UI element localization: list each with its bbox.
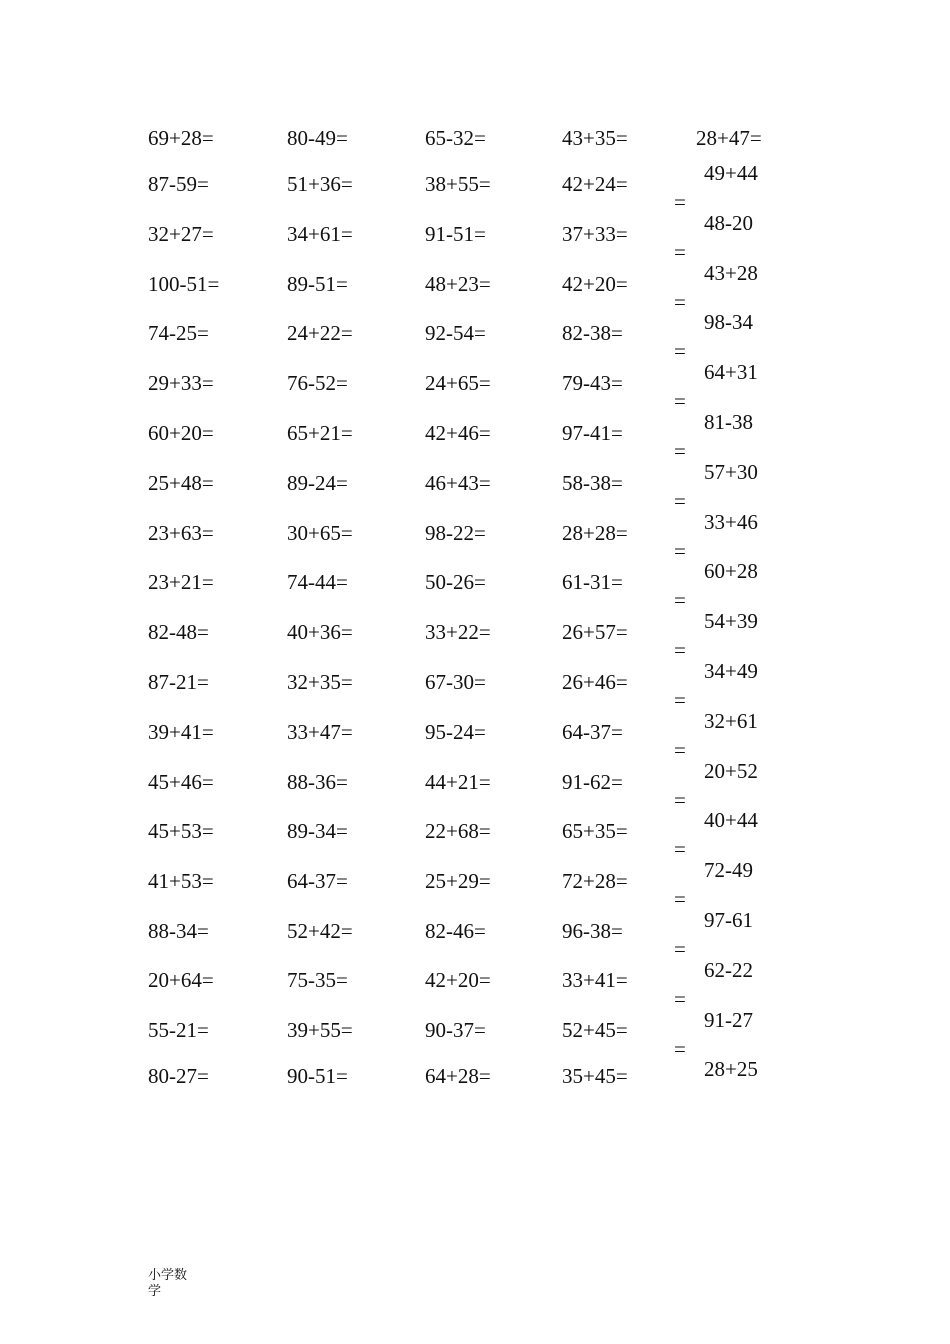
problem-r11-c2: 40+36= [287,620,353,644]
problem-r3-c1: 32+27= [148,222,214,246]
problem-r20-c1: 80-27= [148,1064,209,1088]
problem-r2-c2: 51+36= [287,172,353,196]
problem-r7-c4: 97-41= [562,421,623,445]
equals-sign: = [674,240,686,264]
problem-r2-c1: 87-59= [148,172,209,196]
problem-r12-c2: 32+35= [287,670,353,694]
problem-r7-c3: 42+46= [425,421,491,445]
problem-r6-c1: 29+33= [148,371,214,395]
problem-r17-c3: 82-46= [425,919,486,943]
problem-r3-c3: 91-51= [425,222,486,246]
problem-r8-c4: 58-38= [562,471,623,495]
problem-r12-c3: 67-30= [425,670,486,694]
problem-r18-c4: 33+41= [562,968,628,992]
problem-r4-c1: 100-51= [148,272,220,296]
equals-sign: = [674,439,686,463]
equals-sign: = [674,788,686,812]
problem-r13-c1: 39+41= [148,720,214,744]
problem-c5-item-15: 72-49 [704,858,753,882]
problem-r13-c2: 33+47= [287,720,353,744]
equals-sign: = [674,588,686,612]
equals-sign: = [674,738,686,762]
problem-r14-c3: 44+21= [425,770,491,794]
problem-r10-c2: 74-44= [287,570,348,594]
problem-r7-c2: 65+21= [287,421,353,445]
problem-c5-item-16: 97-61 [704,908,753,932]
problem-r10-c1: 23+21= [148,570,214,594]
problem-r17-c2: 52+42= [287,919,353,943]
problem-c5-item-5: 64+31 [704,360,758,384]
problem-r17-c4: 96-38= [562,919,623,943]
equals-sign: = [674,489,686,513]
problem-r10-c4: 61-31= [562,570,623,594]
equals-sign: = [674,638,686,662]
problem-r19-c3: 90-37= [425,1018,486,1042]
problem-c5-item-6: 81-38 [704,410,753,434]
problem-r14-c2: 88-36= [287,770,348,794]
problem-c5-item-14: 40+44 [704,808,758,832]
problem-r1-c2: 80-49= [287,126,348,150]
problem-r15-c2: 89-34= [287,819,348,843]
equals-sign: = [674,937,686,961]
problem-r5-c4: 82-38= [562,321,623,345]
problem-r14-c1: 45+46= [148,770,214,794]
problem-r11-c3: 33+22= [425,620,491,644]
problem-r3-c4: 37+33= [562,222,628,246]
problem-r6-c2: 76-52= [287,371,348,395]
problem-r4-c4: 42+20= [562,272,628,296]
equals-sign: = [674,539,686,563]
problem-c5-item-7: 57+30 [704,460,758,484]
problem-r8-c2: 89-24= [287,471,348,495]
problem-r2-c4: 42+24= [562,172,628,196]
problem-r15-c1: 45+53= [148,819,214,843]
problem-r18-c1: 20+64= [148,968,214,992]
problem-r12-c4: 26+46= [562,670,628,694]
problem-r8-c1: 25+48= [148,471,214,495]
problem-r13-c4: 64-37= [562,720,623,744]
problem-r15-c3: 22+68= [425,819,491,843]
problem-r9-c3: 98-22= [425,521,486,545]
problem-c5-item-2: 48-20 [704,211,753,235]
problem-r3-c2: 34+61= [287,222,353,246]
problem-r16-c3: 25+29= [425,869,491,893]
problem-r7-c1: 60+20= [148,421,214,445]
problem-r19-c2: 39+55= [287,1018,353,1042]
problem-r5-c1: 74-25= [148,321,209,345]
equals-sign: = [674,339,686,363]
equals-sign: = [674,688,686,712]
problem-r16-c2: 64-37= [287,869,348,893]
problem-c5-item-11: 34+49 [704,659,758,683]
problem-c5-item-19: 28+25 [704,1057,758,1081]
problem-r15-c4: 65+35= [562,819,628,843]
footer-label: 小学数学 [148,1268,188,1299]
problem-r17-c1: 88-34= [148,919,209,943]
problem-r5-c2: 24+22= [287,321,353,345]
problem-r6-c3: 24+65= [425,371,491,395]
equals-sign: = [674,290,686,314]
equals-sign: = [674,1037,686,1061]
equals-sign: = [674,190,686,214]
problem-c5-item-8: 33+46 [704,510,758,534]
problem-r16-c4: 72+28= [562,869,628,893]
problem-c5-item-13: 20+52 [704,759,758,783]
problem-r11-c4: 26+57= [562,620,628,644]
problem-r20-c2: 90-51= [287,1064,348,1088]
problem-r20-c4: 35+45= [562,1064,628,1088]
problem-r9-c4: 28+28= [562,521,628,545]
equals-sign: = [674,389,686,413]
problem-r19-c1: 55-21= [148,1018,209,1042]
problem-c5-item-12: 32+61 [704,709,758,733]
problem-r1-c3: 65-32= [425,126,486,150]
problem-r12-c1: 87-21= [148,670,209,694]
equals-sign: = [674,887,686,911]
problem-c5-item-1: 49+44 [704,161,758,185]
problem-c5-item-10: 54+39 [704,609,758,633]
problem-r19-c4: 52+45= [562,1018,628,1042]
problem-r9-c1: 23+63= [148,521,214,545]
problem-r13-c3: 95-24= [425,720,486,744]
problem-r9-c2: 30+65= [287,521,353,545]
problem-r1-c1: 69+28= [148,126,214,150]
problem-c5-item-17: 62-22 [704,958,753,982]
problem-r14-c4: 91-62= [562,770,623,794]
problem-r5-c3: 92-54= [425,321,486,345]
problem-r18-c2: 75-35= [287,968,348,992]
problem-c5-item-4: 98-34 [704,310,753,334]
problem-r20-c3: 64+28= [425,1064,491,1088]
equals-sign: = [674,987,686,1011]
problem-r4-c3: 48+23= [425,272,491,296]
problem-c5-item-18: 91-27 [704,1008,753,1032]
problem-r2-c3: 38+55= [425,172,491,196]
problem-r10-c3: 50-26= [425,570,486,594]
equals-sign: = [674,837,686,861]
problem-c5-item-9: 60+28 [704,559,758,583]
problem-r16-c1: 41+53= [148,869,214,893]
problem-r4-c2: 89-51= [287,272,348,296]
problem-r11-c1: 82-48= [148,620,209,644]
problem-r1-c4: 43+35= [562,126,628,150]
problem-r1-c5: 28+47= [696,126,762,150]
problem-r18-c3: 42+20= [425,968,491,992]
problem-c5-item-3: 43+28 [704,261,758,285]
problem-r6-c4: 79-43= [562,371,623,395]
problem-r8-c3: 46+43= [425,471,491,495]
